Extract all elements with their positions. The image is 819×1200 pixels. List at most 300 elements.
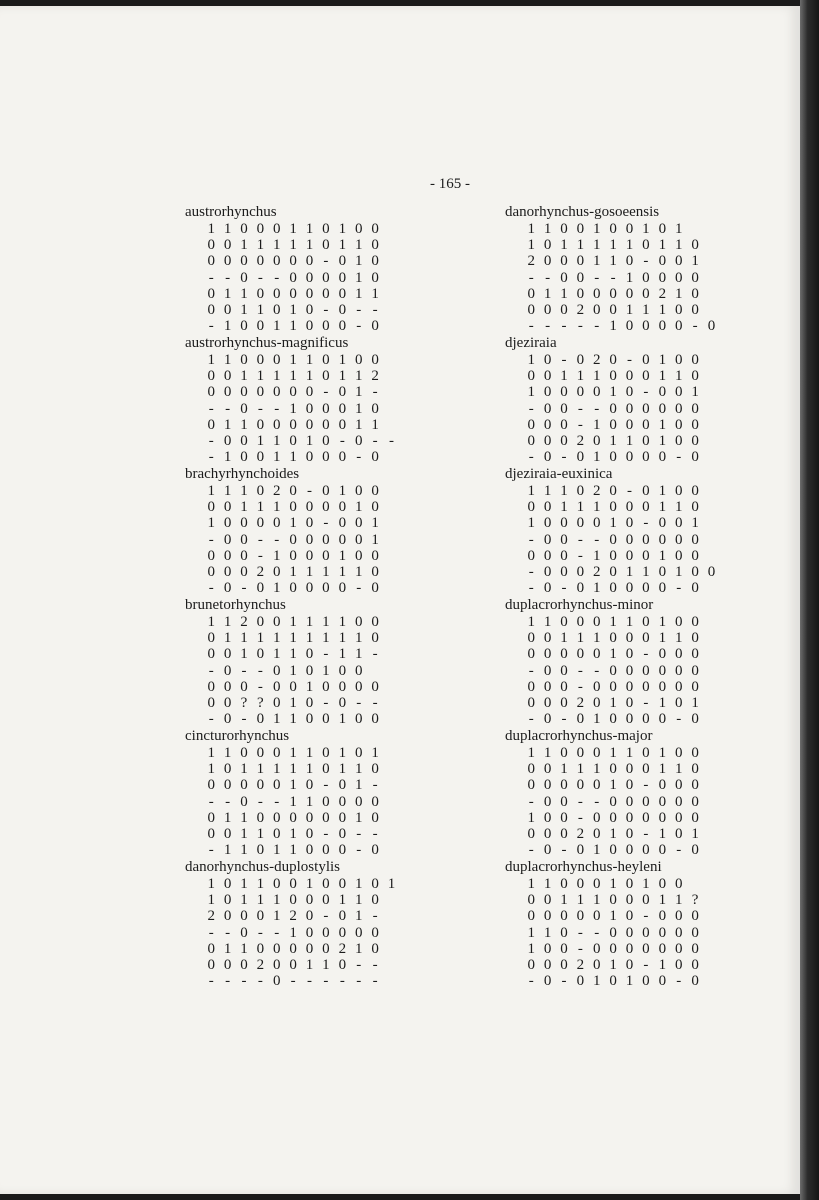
character-state: 1 — [625, 563, 634, 580]
character-state: 0 — [305, 940, 314, 957]
character-state: 1 — [289, 662, 297, 679]
character-state: 1 — [207, 745, 215, 761]
matrix-row — [203, 417, 455, 433]
character-state: 1 — [223, 940, 232, 957]
matrix-row — [203, 663, 455, 679]
character-state: - — [643, 825, 649, 842]
character-state: 0 — [560, 416, 568, 433]
character-state: 0 — [543, 777, 552, 794]
character-state: 0 — [691, 499, 699, 516]
character-state: 1 — [658, 630, 667, 647]
character-state: - — [643, 777, 649, 794]
character-state: 1 — [354, 269, 363, 286]
character-state: 1 — [289, 761, 297, 778]
character-state: 0 — [240, 678, 248, 695]
character-state: 0 — [625, 924, 634, 941]
matrix-row — [203, 548, 455, 564]
character-state: 0 — [207, 646, 215, 663]
character-state: 0 — [642, 924, 650, 941]
character-state: - — [594, 269, 600, 286]
character-state: 1 — [223, 809, 232, 826]
matrix-row — [523, 433, 775, 449]
character-state: 0 — [593, 646, 601, 663]
character-state: - — [241, 711, 247, 728]
character-state: 0 — [223, 253, 232, 270]
character-state: 0 — [560, 793, 568, 810]
character-state: 0 — [223, 237, 232, 254]
character-state: 0 — [289, 499, 297, 516]
character-state: 0 — [609, 301, 617, 318]
character-state: 0 — [289, 547, 297, 564]
character-state: 1 — [593, 580, 601, 597]
character-state: 0 — [642, 416, 650, 433]
character-state: - — [208, 793, 214, 810]
character-state: 0 — [322, 580, 330, 597]
character-state: 1 — [658, 416, 667, 433]
character-state: - — [577, 547, 583, 564]
character-state: 0 — [625, 221, 634, 237]
character-state: 0 — [691, 483, 699, 499]
character-state: 1 — [223, 630, 232, 647]
matrix-row — [523, 253, 775, 269]
character-state: 0 — [691, 793, 699, 810]
character-state: - — [577, 416, 583, 433]
character-state: 1 — [305, 793, 314, 810]
taxon-block — [185, 859, 455, 990]
character-state: - — [594, 793, 600, 810]
matrix-row — [523, 401, 775, 417]
character-state: 0 — [691, 630, 699, 647]
character-state: - — [643, 253, 649, 270]
character-state: - — [356, 973, 362, 990]
character-state: 1 — [240, 285, 248, 302]
character-state: 0 — [576, 745, 585, 761]
character-state: 1 — [674, 563, 683, 580]
character-state: 0 — [223, 711, 232, 728]
character-state: 1 — [527, 483, 535, 499]
character-state: 0 — [240, 924, 248, 941]
taxon-block — [505, 728, 775, 859]
character-state: 1 — [338, 221, 347, 237]
character-state: - — [241, 662, 247, 679]
character-state: 0 — [322, 876, 330, 892]
character-state: 0 — [642, 940, 650, 957]
character-state: - — [577, 924, 583, 941]
character-state: 0 — [354, 745, 363, 761]
character-state: 0 — [609, 924, 617, 941]
matrix-row — [523, 302, 775, 318]
matrix-row — [523, 580, 775, 596]
character-state: 1 — [543, 745, 552, 761]
matrix-row — [203, 842, 455, 858]
character-state: 0 — [322, 449, 330, 466]
character-state: 0 — [240, 956, 248, 973]
character-state: - — [594, 662, 600, 679]
character-state: - — [208, 269, 214, 286]
character-state: 1 — [322, 630, 330, 647]
character-state: 0 — [593, 614, 601, 630]
taxon-name: danorhynchus-duplostylis — [185, 859, 340, 875]
character-state: 1 — [273, 630, 281, 647]
character-state: 0 — [593, 515, 601, 532]
character-state: - — [577, 662, 583, 679]
matrix-row — [203, 352, 455, 368]
character-state: 2 — [256, 563, 265, 580]
character-matrix — [523, 614, 775, 727]
character-state: 1 — [642, 221, 650, 237]
character-state: 0 — [207, 547, 215, 564]
character-state: 1 — [322, 956, 330, 973]
character-state: 0 — [543, 892, 552, 909]
character-state: 0 — [223, 515, 232, 532]
character-matrix — [523, 221, 775, 334]
character-state: 0 — [289, 678, 297, 695]
character-state: 1 — [658, 892, 667, 909]
character-state: 0 — [674, 745, 683, 761]
character-state: 0 — [371, 563, 379, 580]
character-state: 0 — [322, 400, 330, 417]
matrix-row — [203, 237, 455, 253]
character-state: 0 — [691, 646, 699, 663]
character-state: 1 — [625, 237, 634, 254]
character-state: 0 — [240, 793, 248, 810]
character-state: 1 — [354, 499, 363, 516]
character-state: 0 — [593, 809, 601, 826]
character-state: 1 — [273, 547, 281, 564]
character-state: 1 — [273, 580, 281, 597]
character-state: 0 — [560, 221, 568, 237]
matrix-row — [523, 957, 775, 973]
character-state: 1 — [527, 384, 535, 401]
character-state: - — [323, 301, 329, 318]
character-state: 2 — [576, 825, 585, 842]
character-state: 0 — [273, 745, 281, 761]
character-state: 1 — [609, 694, 617, 711]
character-state: 0 — [256, 483, 265, 499]
matrix-row — [203, 794, 455, 810]
character-state: - — [307, 483, 313, 499]
character-state: 1 — [609, 384, 617, 401]
character-state: 0 — [658, 563, 667, 580]
character-state: 1 — [305, 221, 314, 237]
character-state: 0 — [674, 531, 683, 548]
character-state: 0 — [256, 745, 265, 761]
character-state: 0 — [691, 432, 699, 449]
character-state: 1 — [560, 499, 568, 516]
character-state: 0 — [322, 745, 330, 761]
character-state: - — [323, 646, 329, 663]
character-state: 0 — [273, 825, 281, 842]
character-state: 0 — [322, 940, 330, 957]
character-state: 0 — [576, 908, 585, 925]
character-state: 0 — [289, 940, 297, 957]
character-state: 1 — [289, 563, 297, 580]
character-state: 1 — [560, 285, 568, 302]
character-state: 0 — [674, 956, 683, 973]
character-state: 0 — [691, 547, 699, 564]
character-state: 0 — [527, 956, 535, 973]
character-state: 2 — [371, 368, 379, 385]
character-state: - — [257, 793, 263, 810]
matrix-row — [203, 826, 455, 842]
character-state: 0 — [371, 352, 379, 368]
character-state: 0 — [543, 368, 552, 385]
character-state: 0 — [609, 499, 617, 516]
character-state: 0 — [560, 301, 568, 318]
character-state: 1 — [338, 646, 347, 663]
character-state: 0 — [371, 499, 379, 516]
character-state: 1 — [593, 973, 601, 990]
character-state: 1 — [658, 483, 667, 499]
character-state: 1 — [658, 956, 667, 973]
character-state: 0 — [273, 940, 281, 957]
character-state: 0 — [207, 285, 215, 302]
character-state: 0 — [625, 547, 634, 564]
character-state: - — [528, 400, 534, 417]
character-state: 0 — [354, 547, 363, 564]
character-state: 0 — [543, 646, 552, 663]
character-state: 2 — [576, 694, 585, 711]
left-taxa-column — [185, 204, 455, 990]
character-state: 0 — [289, 253, 297, 270]
matrix-row — [203, 711, 455, 727]
character-state: 0 — [354, 711, 363, 728]
character-state: 0 — [305, 777, 314, 794]
character-state: 1 — [305, 352, 314, 368]
character-state: 1 — [354, 630, 363, 647]
character-state: 0 — [576, 711, 585, 728]
character-state: 1 — [674, 221, 683, 237]
character-state: - — [323, 253, 329, 270]
character-state: 0 — [691, 908, 699, 925]
character-state: 1 — [576, 761, 585, 778]
character-state: 0 — [609, 892, 617, 909]
character-state: 1 — [289, 745, 297, 761]
character-state: 0 — [322, 842, 330, 859]
character-state: - — [208, 531, 214, 548]
character-state: 1 — [527, 237, 535, 254]
character-state: 0 — [354, 924, 363, 941]
character-state: 0 — [338, 269, 347, 286]
character-state: 0 — [273, 777, 281, 794]
character-state: 0 — [543, 301, 552, 318]
character-state: 0 — [289, 285, 297, 302]
character-state: 0 — [223, 892, 232, 909]
character-state: 0 — [543, 432, 552, 449]
character-state: 0 — [576, 614, 585, 630]
character-state: 1 — [240, 842, 248, 859]
matrix-row — [523, 352, 775, 368]
character-state: 0 — [560, 269, 568, 286]
character-state: 0 — [642, 662, 650, 679]
character-state: 0 — [322, 499, 330, 516]
character-state: 0 — [658, 809, 667, 826]
character-state: - — [356, 318, 362, 335]
character-state: - — [388, 432, 394, 449]
character-state: 1 — [354, 237, 363, 254]
character-state: 0 — [371, 449, 379, 466]
character-state: 1 — [289, 793, 297, 810]
character-state: 0 — [593, 678, 601, 695]
character-state: 0 — [543, 842, 552, 859]
character-state: 0 — [289, 876, 297, 892]
character-state: 0 — [658, 662, 667, 679]
character-state: 2 — [289, 908, 297, 925]
character-state: 0 — [338, 793, 347, 810]
character-state: 0 — [691, 761, 699, 778]
matrix-row — [523, 908, 775, 924]
character-state: 1 — [560, 237, 568, 254]
character-state: 0 — [207, 940, 215, 957]
character-state: 0 — [658, 531, 667, 548]
character-state: 2 — [256, 956, 265, 973]
character-state: 0 — [338, 499, 347, 516]
character-state: 0 — [642, 973, 650, 990]
matrix-row — [203, 302, 455, 318]
character-state: 0 — [240, 352, 248, 368]
character-state: 1 — [305, 630, 314, 647]
character-state: 0 — [371, 876, 379, 892]
taxon-block — [505, 204, 775, 335]
character-state: 0 — [273, 253, 281, 270]
character-state: - — [257, 678, 263, 695]
character-state: 0 — [691, 563, 699, 580]
character-state: 0 — [322, 237, 330, 254]
character-state: 0 — [305, 269, 314, 286]
character-state: 1 — [593, 892, 601, 909]
character-state: 0 — [642, 678, 650, 695]
character-state: - — [577, 793, 583, 810]
character-state: 0 — [593, 940, 601, 957]
character-state: 0 — [609, 662, 617, 679]
character-state: 0 — [658, 908, 667, 925]
character-state: - — [561, 580, 567, 597]
character-state: 1 — [527, 221, 535, 237]
character-state: 0 — [256, 908, 265, 925]
character-state: - — [356, 694, 362, 711]
character-state: 1 — [273, 711, 281, 728]
character-state: - — [676, 973, 682, 990]
character-state: - — [339, 432, 345, 449]
character-state: 0 — [289, 956, 297, 973]
character-state: - — [676, 711, 682, 728]
character-state: - — [676, 449, 682, 466]
taxon-name: brunetorhynchus — [185, 597, 286, 613]
character-state: ? — [257, 694, 264, 711]
character-state: 1 — [354, 892, 363, 909]
character-state: 1 — [289, 368, 297, 385]
character-state: 0 — [240, 908, 248, 925]
character-state: 0 — [207, 563, 215, 580]
character-state: 0 — [354, 678, 363, 695]
character-state: 0 — [223, 368, 232, 385]
character-state: 0 — [625, 876, 634, 892]
character-state: 0 — [207, 253, 215, 270]
character-state: 0 — [674, 614, 683, 630]
character-state: 1 — [223, 416, 232, 433]
character-state: - — [274, 531, 280, 548]
character-state: 0 — [543, 761, 552, 778]
character-state: 1 — [207, 892, 215, 909]
character-state: 0 — [691, 956, 699, 973]
character-state: 0 — [338, 301, 347, 318]
character-state: 0 — [658, 924, 667, 941]
character-state: - — [561, 318, 567, 335]
character-state: - — [528, 793, 534, 810]
character-state: 0 — [576, 483, 585, 499]
character-state: 0 — [609, 531, 617, 548]
character-state: 0 — [305, 384, 314, 401]
character-state: 1 — [593, 221, 601, 237]
character-matrix — [203, 221, 455, 334]
character-state: 1 — [560, 630, 568, 647]
character-state: 1 — [338, 892, 347, 909]
taxon-name: austrorhynchus-magnificus — [185, 335, 349, 351]
character-state: 1 — [240, 630, 248, 647]
character-state: 1 — [338, 563, 347, 580]
character-state: 0 — [560, 777, 568, 794]
character-state: 1 — [527, 515, 535, 532]
character-state: 1 — [256, 237, 265, 254]
character-state: 1 — [354, 809, 363, 826]
character-state: 1 — [223, 745, 232, 761]
matrix-row — [203, 384, 455, 400]
character-state: 0 — [674, 809, 683, 826]
character-state: - — [528, 269, 534, 286]
character-state: - — [323, 908, 329, 925]
character-state: 0 — [691, 678, 699, 695]
character-state: 1 — [305, 876, 314, 892]
character-state: 1 — [289, 825, 297, 842]
character-state: 0 — [593, 825, 601, 842]
character-state: 0 — [371, 547, 379, 564]
matrix-row — [523, 973, 775, 989]
character-state: 1 — [338, 761, 347, 778]
character-state: 1 — [240, 301, 248, 318]
character-state: 0 — [691, 745, 699, 761]
character-state: - — [307, 973, 313, 990]
character-state: 0 — [338, 515, 347, 532]
matrix-row — [203, 270, 455, 286]
character-state: 1 — [543, 285, 552, 302]
character-state: 0 — [354, 793, 363, 810]
character-state: 0 — [609, 842, 617, 859]
character-state: 1 — [354, 646, 363, 663]
character-state: 0 — [576, 777, 585, 794]
character-state: 0 — [305, 515, 314, 532]
character-state: 0 — [560, 876, 568, 892]
matrix-row — [523, 777, 775, 793]
character-state: 1 — [527, 809, 535, 826]
character-state: 0 — [338, 384, 347, 401]
character-state: 0 — [305, 499, 314, 516]
character-state: 1 — [658, 432, 667, 449]
character-state: - — [561, 842, 567, 859]
character-state: 1 — [338, 630, 347, 647]
character-state: 0 — [305, 842, 314, 859]
character-state: 1 — [593, 416, 601, 433]
character-state: 0 — [371, 483, 379, 499]
character-state: 1 — [543, 876, 552, 892]
character-state: 0 — [322, 678, 330, 695]
character-state: 0 — [674, 483, 683, 499]
character-state: 1 — [609, 745, 617, 761]
character-state: 0 — [338, 694, 347, 711]
character-state: 0 — [322, 352, 330, 368]
character-state: 1 — [593, 547, 601, 564]
character-state: 0 — [273, 416, 281, 433]
character-state: 0 — [338, 809, 347, 826]
